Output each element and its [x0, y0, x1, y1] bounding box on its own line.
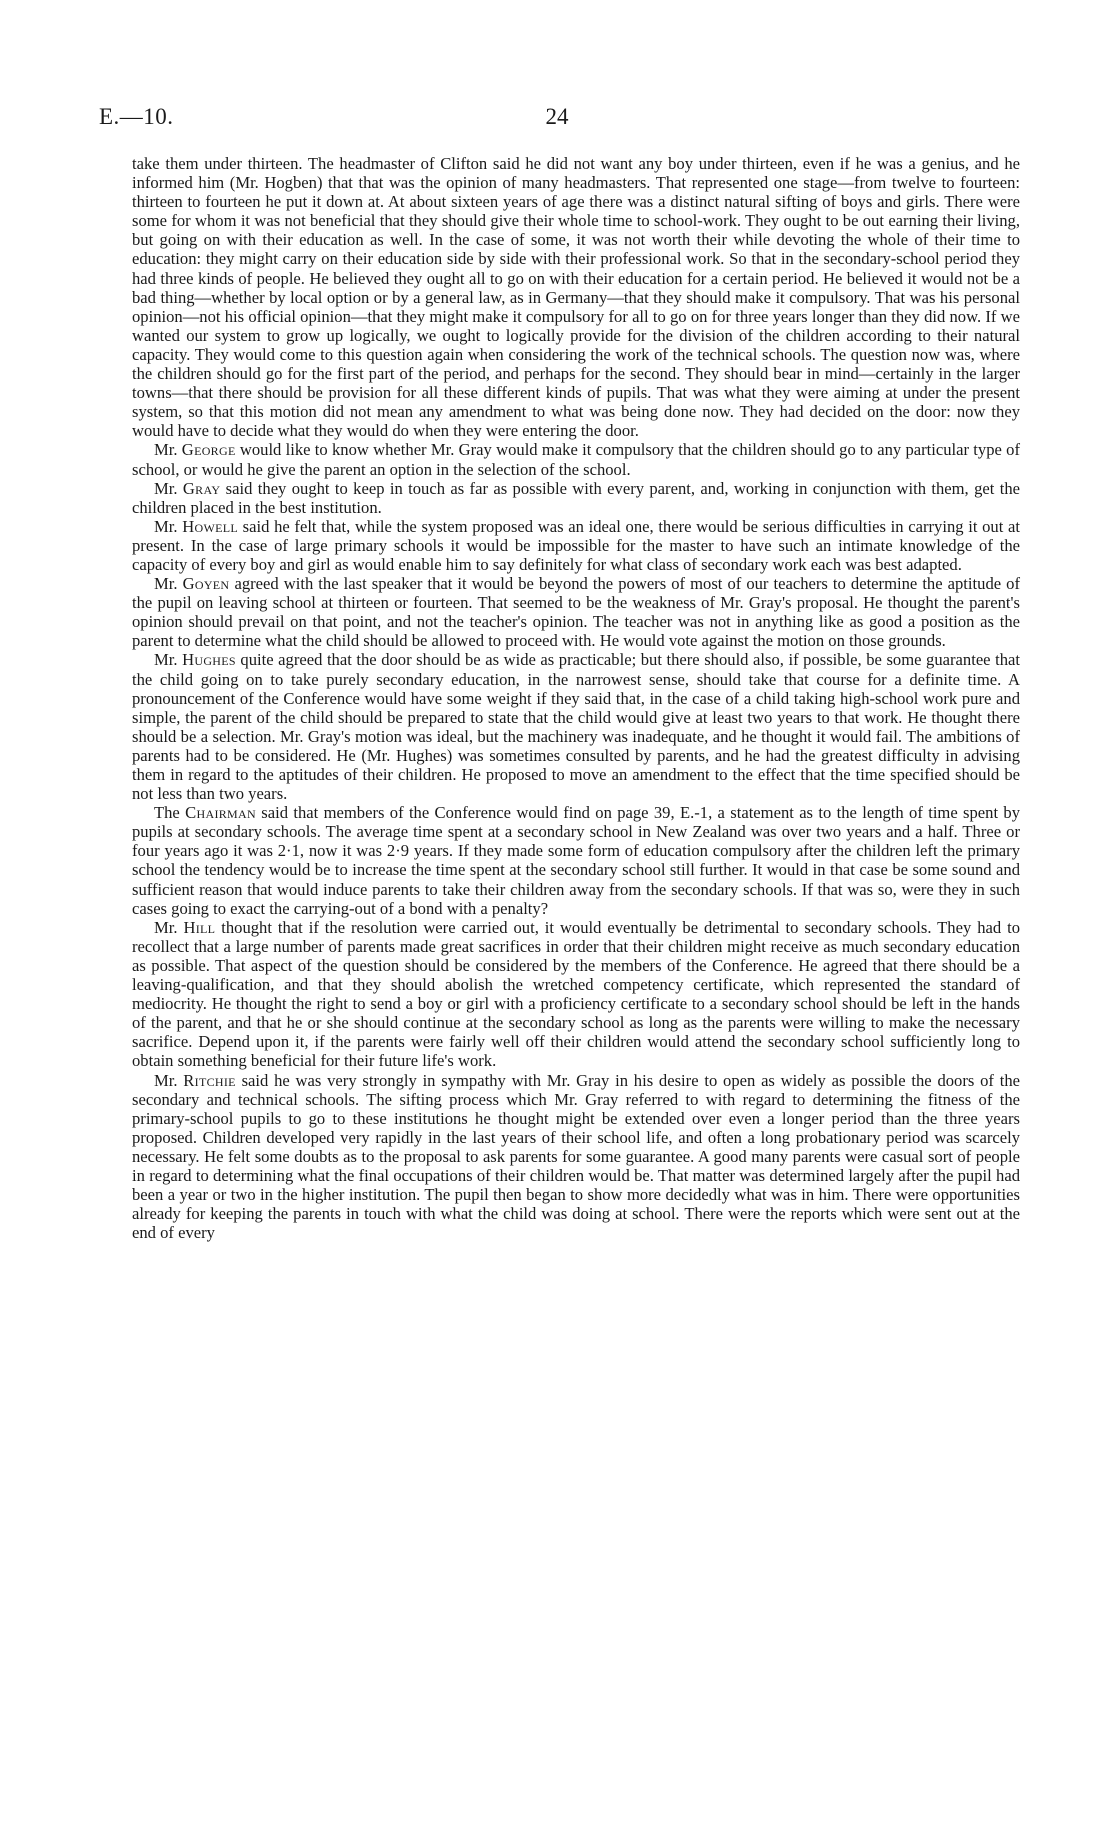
paragraph-text: said they ought to keep in touch as far as possible with every parent, and, working in conjunction with them, get the children placed in the best institution. — [132, 478, 1020, 517]
paragraph-text: said he was very strongly in sympathy with Mr. Gray in his desire to open as widely as possible the doors of the secondary and technical schools. The sifting process which Mr. Gray referred to with regard to determining the fitness of the primary-school pupils to go to these institutions he thought might be extended over even a longer period than the three years proposed. Children developed very rapidly in the last years of their school life, and often a long probationary period was scarcely necessary. He felt some doubts as to the proposal to ask parents for some guarantee. A good many parents were casual sort of people in regard to determining what the final occupations of their children would be. That matter was determined largely after the pupil had been a year or two in the higher institution. The pupil then began to show more decidedly what was in him. There were opportunities already for keeping the parents in touch with what the child was doing at school. There were the reports which were sent out at the end of every — [132, 1070, 1020, 1243]
page-number: 24 — [545, 104, 569, 129]
speaker-name: Chairman — [185, 803, 256, 823]
speaker-prefix: Mr. — [154, 1070, 184, 1090]
paragraph-text: agreed with the last speaker that it would be beyond the powers of most of our teachers to determine the aptitude of the pupil on leaving school at thirteen or fourteen. That seemed to be the weakness of Mr. Gray's proposal. He thought the parent's opinion should prevail on that point, and not the teacher's opinion. The teacher was not in anything like as good a position as the parent to determine what the child should be allowed to proceed with. He would vote against the motion on those grounds. — [132, 574, 1020, 651]
paragraph-text: thought that if the resolution were carried out, it would eventually be detrimental to secondary schools. They had to recollect that a large number of parents made great sacrifices in order that their children might receive as much secondary education as possible. That aspect of the question should be considered by the members of the Conference. He agreed that there should be a leaving-qualification, and that they should abolish the wretched competency certificate, which represented the standard of mediocrity. He thought the right to send a boy or girl with a proficiency certificate to a secondary school should be left in the hands of the parent, and that he or she should continue at the secondary school as long as the parents were willing to make the necessary sacrifice. Depend upon it, if the parents were fairly well off their children would attend the secondary school sufficiently long to obtain something beneficial for their future life's work. — [132, 917, 1021, 1071]
paragraph-continuation — [132, 154, 1020, 440]
paragraph-gray — [132, 479, 1020, 517]
speaker-prefix: Mr. — [154, 516, 183, 536]
speaker-name: Ritchie — [183, 1070, 236, 1090]
body-text — [132, 154, 1020, 1242]
speaker-name: George — [181, 440, 236, 460]
speaker-prefix: Mr. — [154, 574, 183, 594]
speaker-name: Gray — [182, 478, 221, 498]
speaker-name: Hill — [183, 917, 216, 937]
speaker-prefix: Mr. — [154, 917, 184, 937]
speaker-name: Goyen — [182, 574, 230, 594]
paragraph-george — [132, 440, 1020, 478]
paragraph-text: would like to know whether Mr. Gray would make it compulsory that the children should go to any particular type of school, or would he give the parent an option in the selection of the school. — [132, 440, 1020, 479]
paragraph-text: quite agreed that the door should be as wide as practicable; but there should also, if possible, be some guarantee that the child going on to take purely secondary education, in the narrowest sense, should take that course for a definite time. A pronouncement of the Conference would have some weight if they said that, in the case of a child taking high-school work pure and simple, the parent of the child should be prepared to state that the child would give at least two years to that work. He thought there should be a selection. Mr. Gray's motion was ideal, but the machinery was inadequate, and he thought it would fail. The ambitions of parents had to be considered. He (Mr. Hughes) was sometimes consulted by parents, and he had the greatest difficulty in advising them in regard to the aptitudes of their children. He proposed to move an amendment to the effect that the time specified should be not less than two years. — [132, 650, 1020, 804]
paragraph-howell — [132, 517, 1020, 574]
speaker-prefix: Mr. — [154, 440, 182, 460]
speaker-name: Hughes — [182, 650, 236, 670]
paragraph-text: take them under thirteen. The headmaster of Clifton said he did not want any boy under thirteen, even if he was a genius, and he informed him (Mr. Hogben) that that was the opinion of many headmasters. That represented one stage—from twelve to fourteen: thirteen to fourteen he put it down at. At about sixteen years of age there was a distinct natural sifting of boys and girls. There were some for whom it was not beneficial that they should give their whole time to school-work. They ought to be out earning their living, but going on with their education as well. In the case of some, it was not worth their while devoting the whole of their time to education: they might carry on their education side by side with their professional work. So that in the secondary-school period they had three kinds of people. He believed they ought all to go on with their education for a certain period. He believed it would not be a bad thing—whether by local option or by a general law, as in Germany—that they should make it compulsory. That was his personal opinion—not his official opinion—that they might make it compulsory for all to go on for three years longer than they did now. If we wanted our system to grow up logically, we ought to logically provide for the division of the children according to their natural capacity. They would come to this question again when considering the work of the technical schools. The question now was, where the children should go for the first part of the period, and perhaps for the second. They should bear in mind—certainly in the larger towns—that there should be provision for all these different kinds of pupils. That was what they were aiming at under the present system, so that this motion did not mean any amendment to what was being done now. They had decided on the door: now they would have to decide what they would do when they were entering the door. — [132, 154, 1020, 441]
speaker-prefix: Mr. — [154, 650, 183, 670]
paragraph-chairman — [132, 803, 1020, 918]
paragraph-text: said he felt that, while the system proposed was an ideal one, there would be serious difficulties in carrying it out at present. In the case of large primary schools it would be impossible for the master to have such an intimate knowledge of the capacity of every boy and girl as would enable him to say definitely for what class of secondary work each was best adapted. — [132, 516, 1020, 574]
speaker-prefix: The — [154, 803, 186, 823]
document-reference: E.—10. — [99, 104, 174, 129]
speaker-name: Howell — [182, 516, 238, 536]
paragraph-hill — [132, 918, 1020, 1071]
paragraph-text: said that members of the Conference would find on page 39, E.-1, a statement as to the length of time spent by pupils at secondary schools. The average time spent at a secondary school in New Zealand was over two years and a half. Three or four years ago it was 2·1, now it was 2·9 years. If they made some form of education compulsory after the children left the primary school the tendency would be to increase the time spent at the secondary school still further. It would in that case be some sound and sufficient reason that would induce parents to take their children away from the secondary schools. If that was so, were they in such cases going to exact the carrying-out of a bond with a penalty? — [132, 803, 1021, 918]
speaker-prefix: Mr. — [154, 478, 183, 498]
paragraph-goyen — [132, 574, 1020, 650]
paragraph-ritchie — [132, 1071, 1020, 1243]
paragraph-hughes — [132, 650, 1020, 803]
page-header — [99, 104, 1015, 138]
